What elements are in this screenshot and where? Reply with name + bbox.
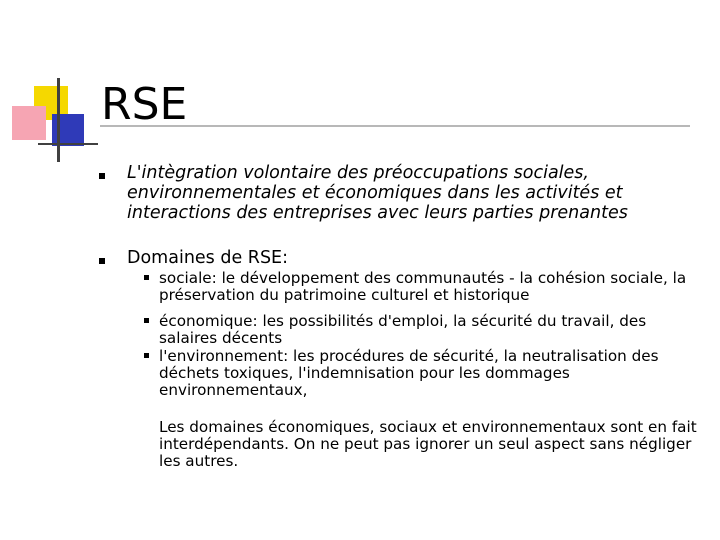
sub-bullet-social: sociale: le développement des communautés - la cohésion sociale, la préservation du patrimoine culturel et historique [159,269,687,304]
sub-bullet-environment: l'environnement: les procédures de sécurité, la neutralisation des déchets toxiques, l'indemnisation pour les dommages environnementaux, [159,347,659,399]
vertical-rule [57,78,60,162]
bullet-text-definition: L'intègration volontaire des préoccupations sociales, environnementales et économiques dans les activités et interactions des entreprises avec leurs parties prenantes [127,163,628,223]
bullet-icon [99,258,105,264]
pink-square-decoration [12,106,46,140]
short-horizontal-rule [38,143,98,145]
bullet-icon [99,173,105,179]
sub-bullet-icon [144,353,149,358]
bullet-text-domains: Domaines de RSE: [127,248,289,268]
sub-bullet-icon [144,318,149,323]
title-underline-rule [100,125,690,127]
closing-note: Les domaines économiques, sociaux et environnementaux sont en fait interdépendants. On ne peut pas ignorer un seul aspect sans négliger les autres. [159,418,697,470]
sub-bullet-economic: économique: les possibilités d'emploi, la sécurité du travail, des salaires décents [159,312,647,347]
sub-bullet-icon [144,275,149,280]
slide-title: RSE [101,79,188,130]
